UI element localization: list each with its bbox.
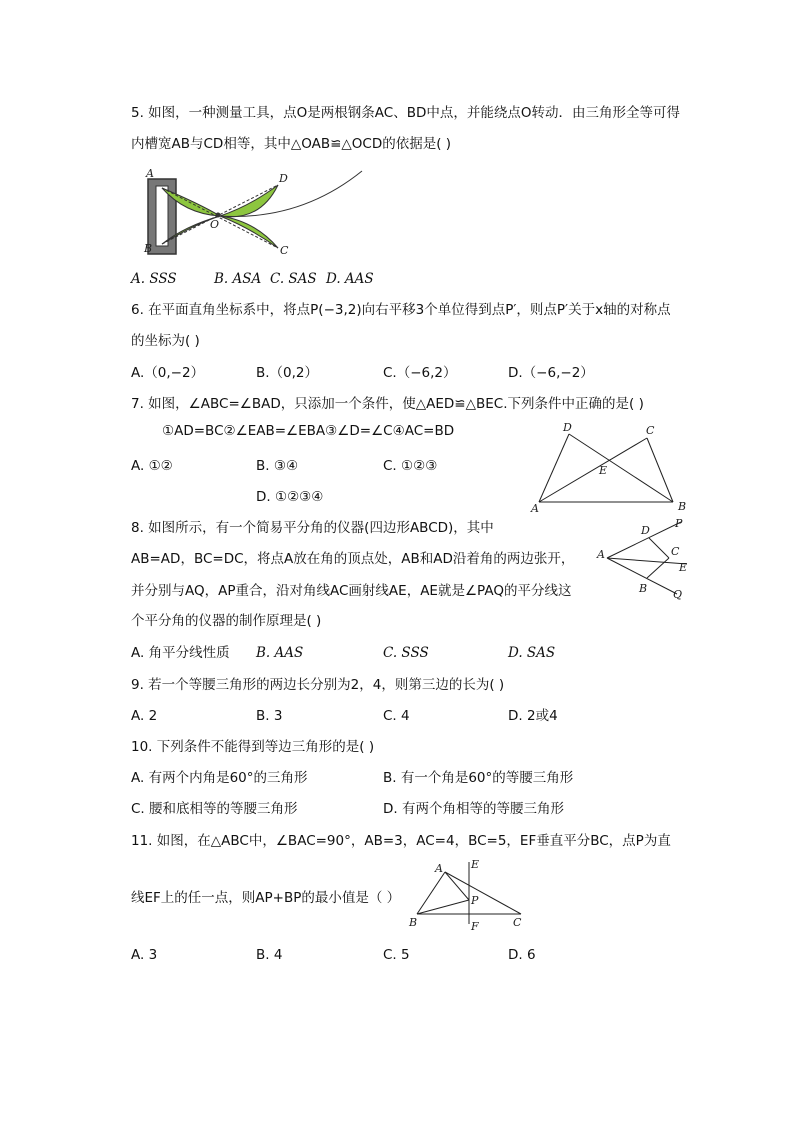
q7-option-a[interactable]: A. ①② — [131, 458, 173, 474]
q11-option-d[interactable]: D. 6 — [508, 947, 536, 963]
q9-option-a[interactable]: A. 2 — [131, 708, 158, 724]
q11-label-P: P — [471, 894, 479, 907]
q6-line1: 6. 在平面直角坐标系中，将点P(−3,2)向右平移3个单位得到点P′，则点P′关于x轴的对称点 — [131, 302, 671, 318]
q11-label-B: B — [409, 916, 418, 929]
q8-line3: 并分别与AQ，AP重合，沿对角线AC画射线AE，AE就是∠PAQ的平分线这 — [131, 583, 572, 599]
q5-label-O: O — [210, 218, 220, 231]
q5-option-b[interactable]: B. ASA — [214, 271, 262, 287]
q11-label-F: F — [471, 920, 479, 932]
q5-label-D: D — [279, 172, 288, 185]
q5-option-d[interactable]: D. AAS — [326, 271, 374, 287]
q8-line1: 8. 如图所示，有一个简易平分角的仪器(四边形ABCD)，其中 — [131, 520, 494, 536]
q9-line1: 9. 若一个等腰三角形的两边长分别为2，4，则第三边的长为( ) — [131, 677, 505, 693]
q6-option-d[interactable]: D.（−6,−2） — [508, 365, 594, 381]
q5-label-C: C — [280, 244, 289, 257]
q11-figure-triangle — [405, 858, 530, 932]
q8-label-B: B — [639, 582, 648, 595]
q7-line2: ①AD=BC②∠EAB=∠EBA③∠D=∠C④AC=BD — [162, 423, 455, 439]
q10-line1: 10. 下列条件不能得到等边三角形的是( ) — [131, 739, 375, 755]
q5-line1: 5. 如图，一种测量工具，点O是两根钢条AC、BD中点，并能绕点O转动．由三角形全等可得 — [131, 105, 681, 121]
q7-figure-trapezoid — [525, 420, 695, 516]
q5-label-B: B — [144, 242, 153, 255]
q11-option-c[interactable]: C. 5 — [383, 947, 410, 963]
q5-line2: 内槽宽AB与CD相等，其中△OAB≌△OCD的依据是( ) — [131, 136, 452, 152]
q11-option-b[interactable]: B. 4 — [256, 947, 283, 963]
q11-label-C: C — [513, 916, 522, 929]
q6-line2: 的坐标为( ) — [131, 333, 200, 349]
q11-label-E: E — [471, 858, 480, 871]
q7-label-B: B — [678, 500, 687, 513]
q11-line2: 线EF上的任一点，则AP+BP的最小值是（ ） — [131, 890, 401, 906]
q8-figure-angle-bisector-tool — [595, 514, 695, 604]
q8-label-C: C — [671, 545, 680, 558]
q7-option-b[interactable]: B. ③④ — [256, 458, 299, 474]
q5-option-c[interactable]: C. SAS — [270, 271, 317, 287]
q10-option-c[interactable]: C. 腰和底相等的等腰三角形 — [131, 801, 298, 817]
q7-label-C: C — [646, 424, 655, 437]
q8-option-a[interactable]: A. 角平分线性质 — [131, 645, 230, 661]
q8-label-A: A — [597, 548, 605, 561]
q6-option-b[interactable]: B.（0,2） — [256, 365, 319, 381]
q8-line4: 个平分角的仪器的制作原理是( ) — [131, 613, 322, 629]
q6-option-a[interactable]: A.（0,−2） — [131, 365, 205, 381]
q8-label-E: E — [679, 561, 688, 574]
q10-option-b[interactable]: B. 有一个角是60°的等腰三角形 — [383, 770, 574, 786]
q8-option-b[interactable]: B. AAS — [256, 645, 304, 661]
q7-label-D: D — [563, 421, 572, 434]
q8-label-D: D — [641, 524, 650, 537]
q8-option-d[interactable]: D. SAS — [508, 645, 556, 661]
q7-label-A: A — [531, 502, 539, 515]
q5-figure-measuring-tool — [140, 166, 370, 262]
q7-option-d[interactable]: D. ①②③④ — [256, 489, 324, 505]
q9-option-b[interactable]: B. 3 — [256, 708, 283, 724]
q8-label-P: P — [675, 517, 683, 530]
q8-label-Q: Q — [673, 588, 683, 601]
q11-line1: 11. 如图，在△ABC中，∠BAC=90°，AB=3，AC=4，BC=5，EF垂直平分BC，点P为直 — [131, 833, 671, 849]
q8-option-c[interactable]: C. SSS — [383, 645, 429, 661]
q7-line1: 7. 如图，∠ABC=∠BAD，只添加一个条件，使△AED≌△BEC.下列条件中正确的是( ) — [131, 396, 644, 412]
q11-label-A: A — [435, 862, 443, 875]
q11-option-a[interactable]: A. 3 — [131, 947, 158, 963]
q8-line2: AB=AD，BC=DC，将点A放在角的顶点处，AB和AD沿着角的两边张开， — [131, 551, 575, 567]
q5-label-A: A — [146, 167, 154, 180]
q10-option-a[interactable]: A. 有两个内角是60°的三角形 — [131, 770, 308, 786]
q9-option-c[interactable]: C. 4 — [383, 708, 410, 724]
q7-option-c[interactable]: C. ①②③ — [383, 458, 438, 474]
q5-option-a[interactable]: A. SSS — [131, 271, 177, 287]
q7-label-E: E — [599, 464, 608, 477]
q9-option-d[interactable]: D. 2或4 — [508, 708, 558, 724]
q6-option-c[interactable]: C.（−6,2） — [383, 365, 457, 381]
q10-option-d[interactable]: D. 有两个角相等的等腰三角形 — [383, 801, 564, 817]
